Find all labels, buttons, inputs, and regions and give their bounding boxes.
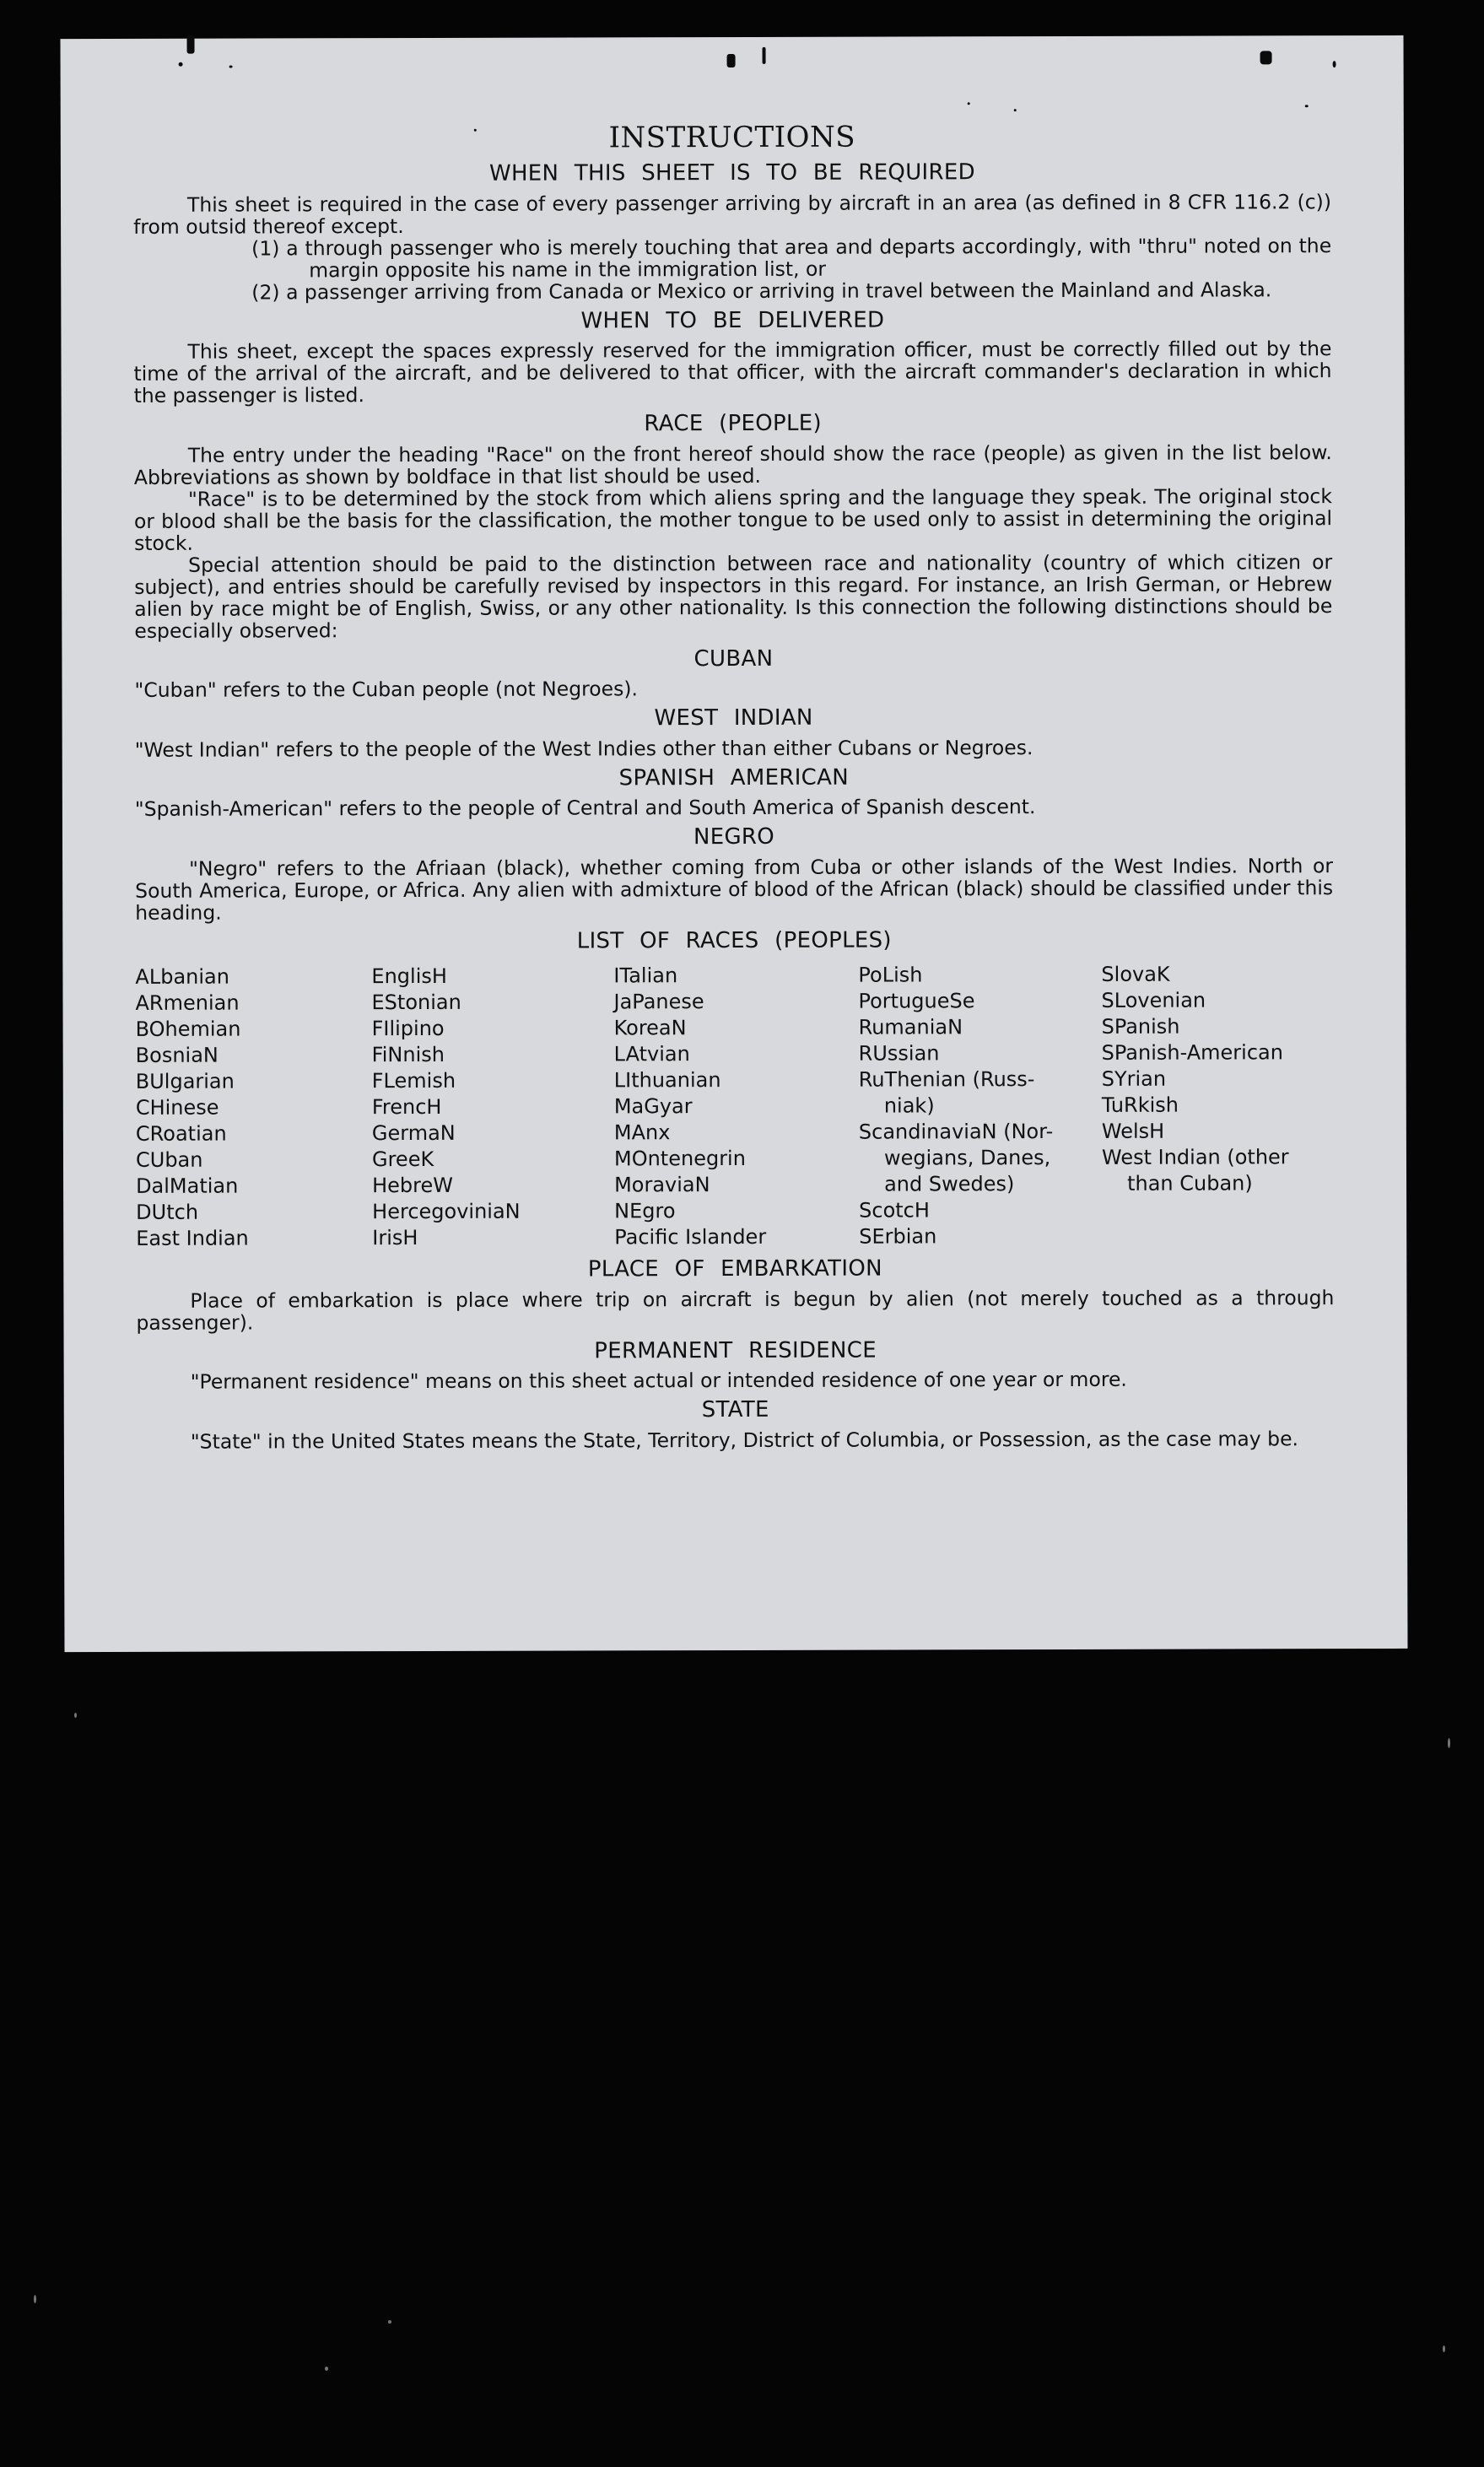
race-entry: HercegoviniaN (372, 1199, 521, 1224)
race-entry: MoraviaN (614, 1173, 710, 1197)
paragraph-required-item-1: (1) a through passenger who is merely touching that area and departs accordingly, with "thru" noted on the margin opposite his name in the immigration list, or (251, 233, 1332, 282)
paragraph-embarkation: Place of embarkation is place where trip on aircraft is begun by alien (not merely touched as a through passenger). (136, 1285, 1335, 1335)
race-entry-continued: and Swedes) (884, 1172, 1015, 1196)
scan-speck (186, 35, 194, 54)
race-entry: SPanish (1101, 1014, 1180, 1039)
race-entry: ScotcH (859, 1198, 930, 1223)
race-entry: BOhemian (135, 1017, 241, 1041)
scan-speck (1260, 51, 1272, 64)
races-list (135, 961, 1334, 1252)
heading-permanent-residence: PERMANENT RESIDENCE (594, 1337, 877, 1364)
race-entry: ALbanian (135, 964, 229, 989)
race-entry: ARmenian (135, 991, 240, 1015)
page-title: INSTRUCTIONS (608, 120, 856, 155)
race-entry-continued: niak) (883, 1093, 935, 1118)
races-column-3 (613, 963, 859, 1251)
race-entry: HebreW (372, 1173, 453, 1198)
race-entry: MOntenegrin (613, 1147, 746, 1171)
paragraph-spanish-american: "Spanish-American" refers to the people of Central and South America of Spanish descent. (134, 795, 1036, 821)
race-entry: JaPanese (613, 990, 704, 1014)
race-entry-continued: wegians, Danes, (883, 1146, 1051, 1170)
paragraph-required-item-2: (2) a passenger arriving from Canada or Mexico or arriving in travel between the Mainland and Alaska. (251, 277, 1272, 305)
race-entry: PoLish (858, 963, 923, 987)
race-entry: DalMatian (136, 1174, 239, 1198)
paragraph-cuban: "Cuban" refers to the Cuban people (not Negroes). (134, 677, 639, 702)
race-entry: West Indian (other (1101, 1145, 1289, 1169)
scan-speck (474, 129, 477, 132)
heading-race: RACE (PEOPLE) (644, 410, 823, 437)
heading-when-delivered: WHEN TO BE DELIVERED (580, 307, 885, 334)
paragraph-negro: "Negro" refers to the Afriaan (black), whether coming from Cuba or other islands of the West Indies. North or South America, Europe, or Africa. Any alien with admixture of blood of the African (black) should be classified under this heading. (135, 853, 1334, 925)
race-entry: Pacific Islander (614, 1224, 767, 1250)
heading-place-of-embarkation: PLACE OF EMBARKATION (587, 1255, 882, 1282)
scan-speck (229, 66, 233, 68)
heading-spanish-american: SPANISH AMERICAN (618, 764, 849, 791)
race-entry: CHinese (135, 1095, 219, 1120)
race-entry: East Indian (136, 1226, 249, 1250)
races-column-2 (371, 963, 614, 1251)
race-entry: KoreaN (613, 1016, 687, 1040)
paragraph-race-1: The entry under the heading "Race" on the front hereof should show the race (people) as given in the list below. Abbreviations as shown by boldface in that list should be used. (133, 440, 1332, 489)
races-column-4 (858, 962, 1102, 1250)
races-column-5 (1101, 961, 1330, 1250)
races-column-1 (135, 964, 372, 1252)
scan-speck (1014, 109, 1017, 111)
race-entry: SlovaK (1101, 962, 1170, 986)
background-speck (1443, 2346, 1445, 2352)
scan-speck (179, 62, 183, 67)
heading-when-required: WHEN THIS SHEET IS TO BE REQUIRED (488, 159, 975, 186)
paragraph-delivered: This sheet, except the spaces expressly reserved for the immigration officer, must be correctly filled out by the time of the arrival of the aircraft, and be delivered to that officer, with the aircraft commander's declaration in which the passenger is listed. (133, 337, 1332, 408)
race-entry-continued: than Cuban) (1127, 1171, 1253, 1196)
race-entry: EStonian (371, 990, 461, 1015)
background-speck (325, 2367, 328, 2371)
race-entry: MAnx (613, 1120, 671, 1145)
race-entry: SErbian (859, 1224, 937, 1249)
race-entry: CRoatian (135, 1121, 227, 1146)
background-speck (74, 1713, 77, 1718)
scan-speck (763, 47, 766, 64)
background-speck (388, 2320, 391, 2324)
race-entry: CUban (135, 1147, 203, 1172)
paragraph-west-indian: "West Indian" refers to the people of the West Indies other than either Cubans or Negroes. (134, 735, 1033, 762)
race-entry: LAtvian (613, 1042, 690, 1066)
race-entry: ScandinaviaN (Nor- (858, 1120, 1054, 1144)
race-entry: EnglisH (371, 964, 447, 989)
race-entry: ITalian (613, 964, 678, 988)
race-entry: RuThenian (Russ- (858, 1067, 1035, 1092)
race-entry: MaGyar (613, 1094, 693, 1119)
race-entry: TuRkish (1101, 1093, 1179, 1117)
race-entry: NEgro (614, 1199, 676, 1223)
paragraph-race-2: "Race" is to be determined by the stock from which aliens spring and the language they speak. The original stock or blood shall be the basis for the classification, the mother tongue to be used only to assist in determining the original stock. (133, 483, 1333, 555)
heading-cuban: CUBAN (693, 645, 774, 672)
heading-state: STATE (701, 1396, 769, 1423)
scan-speck (968, 102, 970, 105)
race-entry: LIthuanian (613, 1068, 721, 1093)
race-entry: WelsH (1101, 1119, 1165, 1143)
race-entry: SYrian (1101, 1066, 1167, 1091)
scan-speck (1333, 61, 1336, 67)
race-entry: PortugueSe (858, 989, 975, 1013)
paragraph-required-intro: This sheet is required in the case of every passenger arriving by aircraft in an area (as defined in 8 CFR 116.2 (c)) from outsid thereof except. (133, 189, 1332, 239)
race-entry: SLovenian (1101, 988, 1206, 1012)
race-entry: FLemish (371, 1068, 456, 1093)
scan-speck (727, 54, 736, 67)
race-entry: BosniaN (135, 1043, 219, 1067)
race-entry: RumaniaN (858, 1015, 963, 1039)
race-entry: DUtch (136, 1200, 199, 1224)
race-entry: GreeK (371, 1147, 434, 1172)
paragraph-race-3: Special attention should be paid to the distinction between race and nationality (country of which citizen or subject), and entries should be carefully revised by inspectors in this regard. For instance, an Irish German, or Hebrew alien by race might be of English, Swiss, or any other nationality. Is this connection the following distinctions should be especially observed: (134, 549, 1333, 643)
paragraph-state: "State" in the United States means the State, Territory, District of Columbia, or Possession, as the case may be. (190, 1426, 1299, 1454)
instruction-sheet (60, 35, 1407, 1652)
heading-west-indian: WEST INDIAN (654, 704, 813, 731)
race-entry: RUssian (858, 1041, 940, 1066)
paragraph-residence: "Permanent residence" means on this sheet actual or intended residence of one year or more. (190, 1367, 1127, 1394)
race-entry: SPanish-American (1101, 1040, 1283, 1065)
race-entry: FiNnish (371, 1042, 445, 1067)
race-entry: FIlipino (371, 1016, 445, 1041)
background-speck (34, 2295, 36, 2303)
background-speck (1448, 1738, 1450, 1748)
race-entry: IrisH (372, 1226, 418, 1250)
race-entry: FrencH (371, 1095, 442, 1120)
heading-negro: NEGRO (693, 823, 775, 850)
heading-list-of-races: LIST OF RACES (PEOPLES) (576, 927, 892, 954)
scan-speck (1305, 105, 1309, 107)
race-entry: GermaN (371, 1120, 456, 1146)
race-entry: BUlgarian (135, 1069, 235, 1093)
